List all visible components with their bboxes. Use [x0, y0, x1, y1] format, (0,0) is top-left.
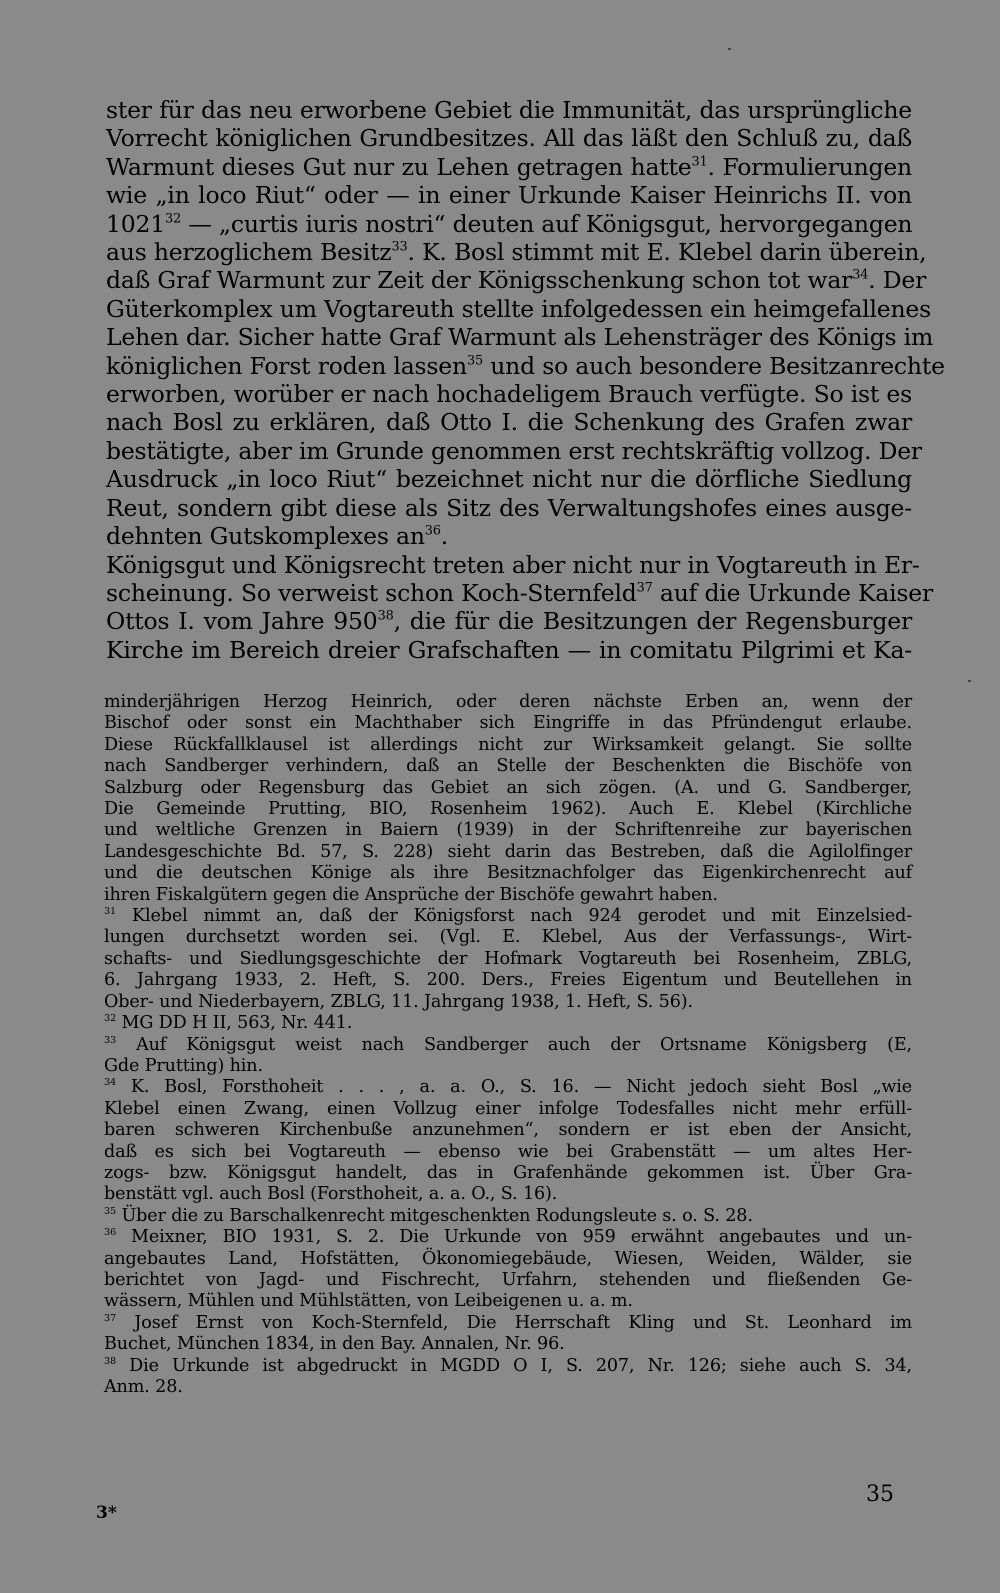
line-text: Meixner, BIO 1931, S. 2. Die Urkunde von 959 erwähnt angebautes und un-	[116, 1227, 912, 1248]
line-text-continued: — „curtis iuris nostri“ deuten auf Königsgut, hervorgegangen	[181, 209, 913, 238]
line-text: Die Gemeinde Prutting, BIO, Rosenheim 1962). Auch E. Klebel (Kirchliche	[104, 799, 912, 820]
footnote-line	[104, 1142, 912, 1163]
line-text-continued: , die für die Besitzungen der Regensburger	[393, 607, 912, 636]
signature-mark: 3*	[96, 1503, 117, 1523]
line-text: Josef Ernst von Koch-Sternfeld, Die Herrschaft Kling und St. Leonhard im	[116, 1312, 912, 1333]
footnote-reference: 34	[852, 267, 869, 283]
line-text: MG DD H II, 563, Nr. 441.	[116, 1013, 353, 1034]
footnote-number: 35	[104, 1205, 117, 1217]
footnotes	[104, 692, 912, 1398]
line-text: und die deutschen Könige als ihre Besitznachfolger das Eigenkirchenrecht auf	[104, 863, 912, 884]
line-text: wie „in loco Riut“ oder — in einer Urkunde Kaiser Heinrichs II. von	[106, 181, 912, 210]
footnote-line	[104, 1120, 912, 1141]
line-text: 6. Jahrgang 1933, 2. Heft, S. 200. Ders., Freies Eigentum und Beutellehen in	[104, 970, 912, 991]
footnote-line	[104, 1099, 912, 1120]
line-text: nach Bosl zu erklären, daß Otto I. die Schenkung des Grafen zwar	[106, 408, 912, 437]
footnote-line	[104, 863, 912, 884]
body-line	[106, 578, 934, 607]
body-line	[106, 210, 912, 238]
body-line	[106, 550, 920, 579]
footnote-number: 31	[104, 905, 117, 917]
line-text: daß Graf Warmunt zur Zeit der Königsschenkung schon tot war	[106, 266, 853, 295]
line-text: und weltliche Grenzen in Baiern (1939) in der Schriftenreihe zur bayerischen	[104, 820, 912, 841]
line-text: Kirche im Bereich dreier Grafschaften — in comitatu Pilgrimi et Ka-	[106, 635, 912, 664]
line-text: Vorrecht königlichen Grundbesitzes. All das läßt den Schluß zu, daß	[106, 124, 912, 153]
footnote-reference: 31	[691, 154, 708, 170]
line-text-continued: .	[440, 522, 449, 551]
line-text: Die Urkunde ist abgedruckt in MGDD O I, S. 207, Nr. 126; siehe auch S. 34,	[116, 1355, 912, 1376]
line-text-continued: auf die Urkunde Kaiser	[652, 578, 934, 607]
footnote-number: 34	[104, 1077, 117, 1089]
line-text: aus herzoglichem Besitz	[106, 238, 392, 267]
line-text: Auf Königsgut weist nach Sandberger auch der Ortsname Königsberg (E,	[116, 1034, 912, 1055]
line-text: Königsgut und Königsrecht treten aber nicht nur in Vogtareuth in Er-	[106, 550, 920, 579]
line-text: scheinung. So verweist schon Koch-Sternfeld	[106, 578, 637, 607]
scan-speck	[728, 48, 731, 50]
footnote-number: 32	[104, 1012, 117, 1024]
line-text: nach Sandberger verhindern, daß an Stelle der Beschenkten die Bischöfe von	[104, 756, 912, 777]
line-text-continued: und so auch besondere Besitzanrechte	[482, 351, 945, 380]
page-number: 35	[866, 1482, 894, 1507]
body-line	[106, 351, 945, 380]
line-text: Klebel nimmt an, daß der Königsforst nach 924 gerodet und mit Einzelsied-	[116, 906, 912, 927]
footnote-number: 36	[104, 1226, 117, 1238]
line-text: Landesgeschichte Bd. 57, S. 228) sieht darin das Bestreben, daß die Agilolfinger	[104, 841, 912, 862]
line-text: Anm. 28.	[104, 1377, 183, 1397]
footnote-line	[104, 1184, 912, 1205]
body-line	[106, 494, 912, 522]
footnote-reference: 36	[424, 523, 441, 539]
body-line	[106, 436, 922, 465]
scan-speck	[968, 680, 971, 682]
body-line	[106, 408, 912, 436]
body-line	[106, 266, 927, 295]
body-line	[106, 238, 927, 267]
line-text: Über die zu Barschalkenrecht mitgeschenkten Rodungsleute s. o. S. 28.	[116, 1205, 753, 1226]
footnote-reference: 33	[391, 239, 408, 255]
footnote-reference: 35	[466, 352, 483, 368]
footnote-line	[104, 1249, 912, 1270]
body-line	[106, 153, 912, 181]
footnote-line	[104, 949, 912, 970]
body-line	[106, 465, 912, 493]
footnote-line	[104, 820, 912, 841]
line-text: berichtet von Jagd- und Fischrecht, Urfahrn, stehenden und fließenden Ge-	[104, 1269, 912, 1290]
line-text: Warmunt dieses Gut nur zu Lehen getragen hatte	[106, 152, 692, 181]
line-text: Ottos I. vom Jahre 950	[106, 607, 378, 636]
line-text-continued: . Der	[868, 266, 927, 295]
body-line	[106, 522, 912, 550]
body-line	[106, 636, 912, 664]
footnote-line	[104, 927, 912, 948]
footnote-line	[104, 970, 912, 991]
footnote-line	[104, 1035, 912, 1056]
line-text: ster für das neu erworbene Gebiet die Immunität, das ursprüngliche	[106, 96, 912, 124]
footnote-line	[104, 1377, 912, 1398]
footnote-line	[104, 1206, 912, 1227]
footnote-number: 37	[104, 1312, 117, 1324]
line-text: benstätt vgl. auch Bosl (Forsthoheit, a. a. O., S. 16).	[104, 1184, 558, 1205]
line-text: 1021	[106, 209, 166, 238]
footnote-line	[104, 692, 912, 713]
line-text: lungen durchsetzt worden sei. (Vgl. E. Klebel, Aus der Verfassungs-, Wirt-	[104, 927, 912, 948]
body-line	[106, 96, 912, 124]
footnote-line	[104, 1291, 912, 1312]
line-text: minderjährigen Herzog Heinrich, oder deren nächste Erben an, wenn der	[104, 692, 912, 712]
footnote-number: 38	[104, 1355, 117, 1367]
footnote-line	[104, 735, 912, 756]
footnote-line	[104, 799, 912, 820]
line-text: königlichen Forst roden lassen	[106, 351, 467, 380]
footnote-line	[104, 906, 912, 927]
footnote-line	[104, 1227, 912, 1248]
line-text: erworben, worüber er nach hochadeligem Brauch verfügte. So ist es	[106, 380, 912, 409]
footnote-line	[104, 1270, 912, 1291]
line-text: daß es sich bei Vogtareuth — ebenso wie bei Grabenstätt — um altes Her-	[104, 1141, 912, 1162]
footnote-line	[104, 1077, 912, 1098]
body-line	[106, 380, 912, 408]
line-text-continued: . Formulierungen	[707, 152, 912, 181]
line-text: K. Bosl, Forsthoheit . . . , a. a. O., S. 16. — Nicht jedoch sieht Bosl „wie	[116, 1077, 912, 1098]
footnote-reference: 37	[636, 580, 653, 596]
line-text: Gde Prutting) hin.	[104, 1055, 263, 1076]
line-text: angebautes Land, Hofstätten, Ökonomiegebäude, Wiesen, Weiden, Wälder, sie	[104, 1248, 912, 1269]
line-text: dehnten Gutskomplexes an	[106, 522, 425, 551]
line-text: schafts- und Siedlungsgeschichte der Hofmark Vogtareuth bei Rosenheim, ZBLG,	[104, 948, 912, 969]
footnote-line	[104, 713, 912, 734]
body-line	[106, 607, 912, 635]
line-text-continued: . K. Bosl stimmt mit E. Klebel darin überein,	[407, 238, 927, 267]
footnote-line	[104, 1013, 912, 1034]
body-line	[106, 294, 932, 323]
footnote-line	[104, 885, 912, 906]
footnote-line	[104, 1356, 912, 1377]
footnote-line	[104, 1334, 912, 1355]
line-text: Ausdruck „in loco Riut“ bezeichnet nicht nur die dörfliche Siedlung	[106, 465, 912, 494]
footnote-line	[104, 1313, 912, 1334]
line-text: Klebel einen Zwang, einen Vollzug einer infolge Todesfalles nicht mehr erfüll-	[104, 1098, 912, 1119]
line-text: Bischof oder sonst ein Machthaber sich Eingriffe in das Pfründengut erlaube.	[104, 713, 912, 734]
line-text: baren schweren Kirchenbuße anzunehmen“, sondern er ist eben der Ansicht,	[104, 1120, 912, 1141]
footnote-line	[104, 992, 912, 1013]
line-text: Reut, sondern gibt diese als Sitz des Verwaltungshofes eines ausge-	[106, 493, 912, 522]
body-line	[106, 323, 934, 352]
body-line	[106, 124, 912, 152]
line-text: Buchet, München 1834, in den Bay. Annalen, Nr. 96.	[104, 1334, 565, 1355]
line-text: Ober- und Niederbayern, ZBLG, 11. Jahrgang 1938, 1. Heft, S. 56).	[104, 991, 693, 1012]
line-text: ihren Fiskalgütern gegen die Ansprüche der Bischöfe gewahrt haben.	[104, 884, 718, 905]
line-text: Salzburg oder Regensburg das Gebiet an sich zögen. (A. und G. Sandberger,	[104, 777, 912, 798]
footnote-reference: 38	[377, 608, 394, 624]
footnote-line	[104, 778, 912, 799]
body-text	[106, 96, 945, 664]
footnote-line	[104, 756, 912, 777]
footnote-reference: 32	[165, 210, 182, 226]
line-text: Diese Rückfallklausel ist allerdings nicht zur Wirksamkeit gelangt. Sie sollte	[104, 734, 912, 755]
footnote-line	[104, 842, 912, 863]
line-text: Lehen dar. Sicher hatte Graf Warmunt als Lehensträger des Königs im	[106, 323, 934, 352]
line-text: zogs- bzw. Königsgut handelt, das in Grafenhände gekommen ist. Über Gra-	[104, 1162, 912, 1183]
body-line	[106, 181, 912, 209]
footnote-line	[104, 1056, 912, 1077]
footnote-line	[104, 1163, 912, 1184]
line-text: Güterkomplex um Vogtareuth stellte infolgedessen ein heimgefallenes	[106, 294, 932, 323]
line-text: wässern, Mühlen und Mühlstätten, von Leibeigenen u. a. m.	[104, 1291, 633, 1312]
footnote-number: 33	[104, 1034, 117, 1046]
line-text: bestätigte, aber im Grunde genommen erst rechtskräftig vollzog. Der	[106, 436, 922, 465]
